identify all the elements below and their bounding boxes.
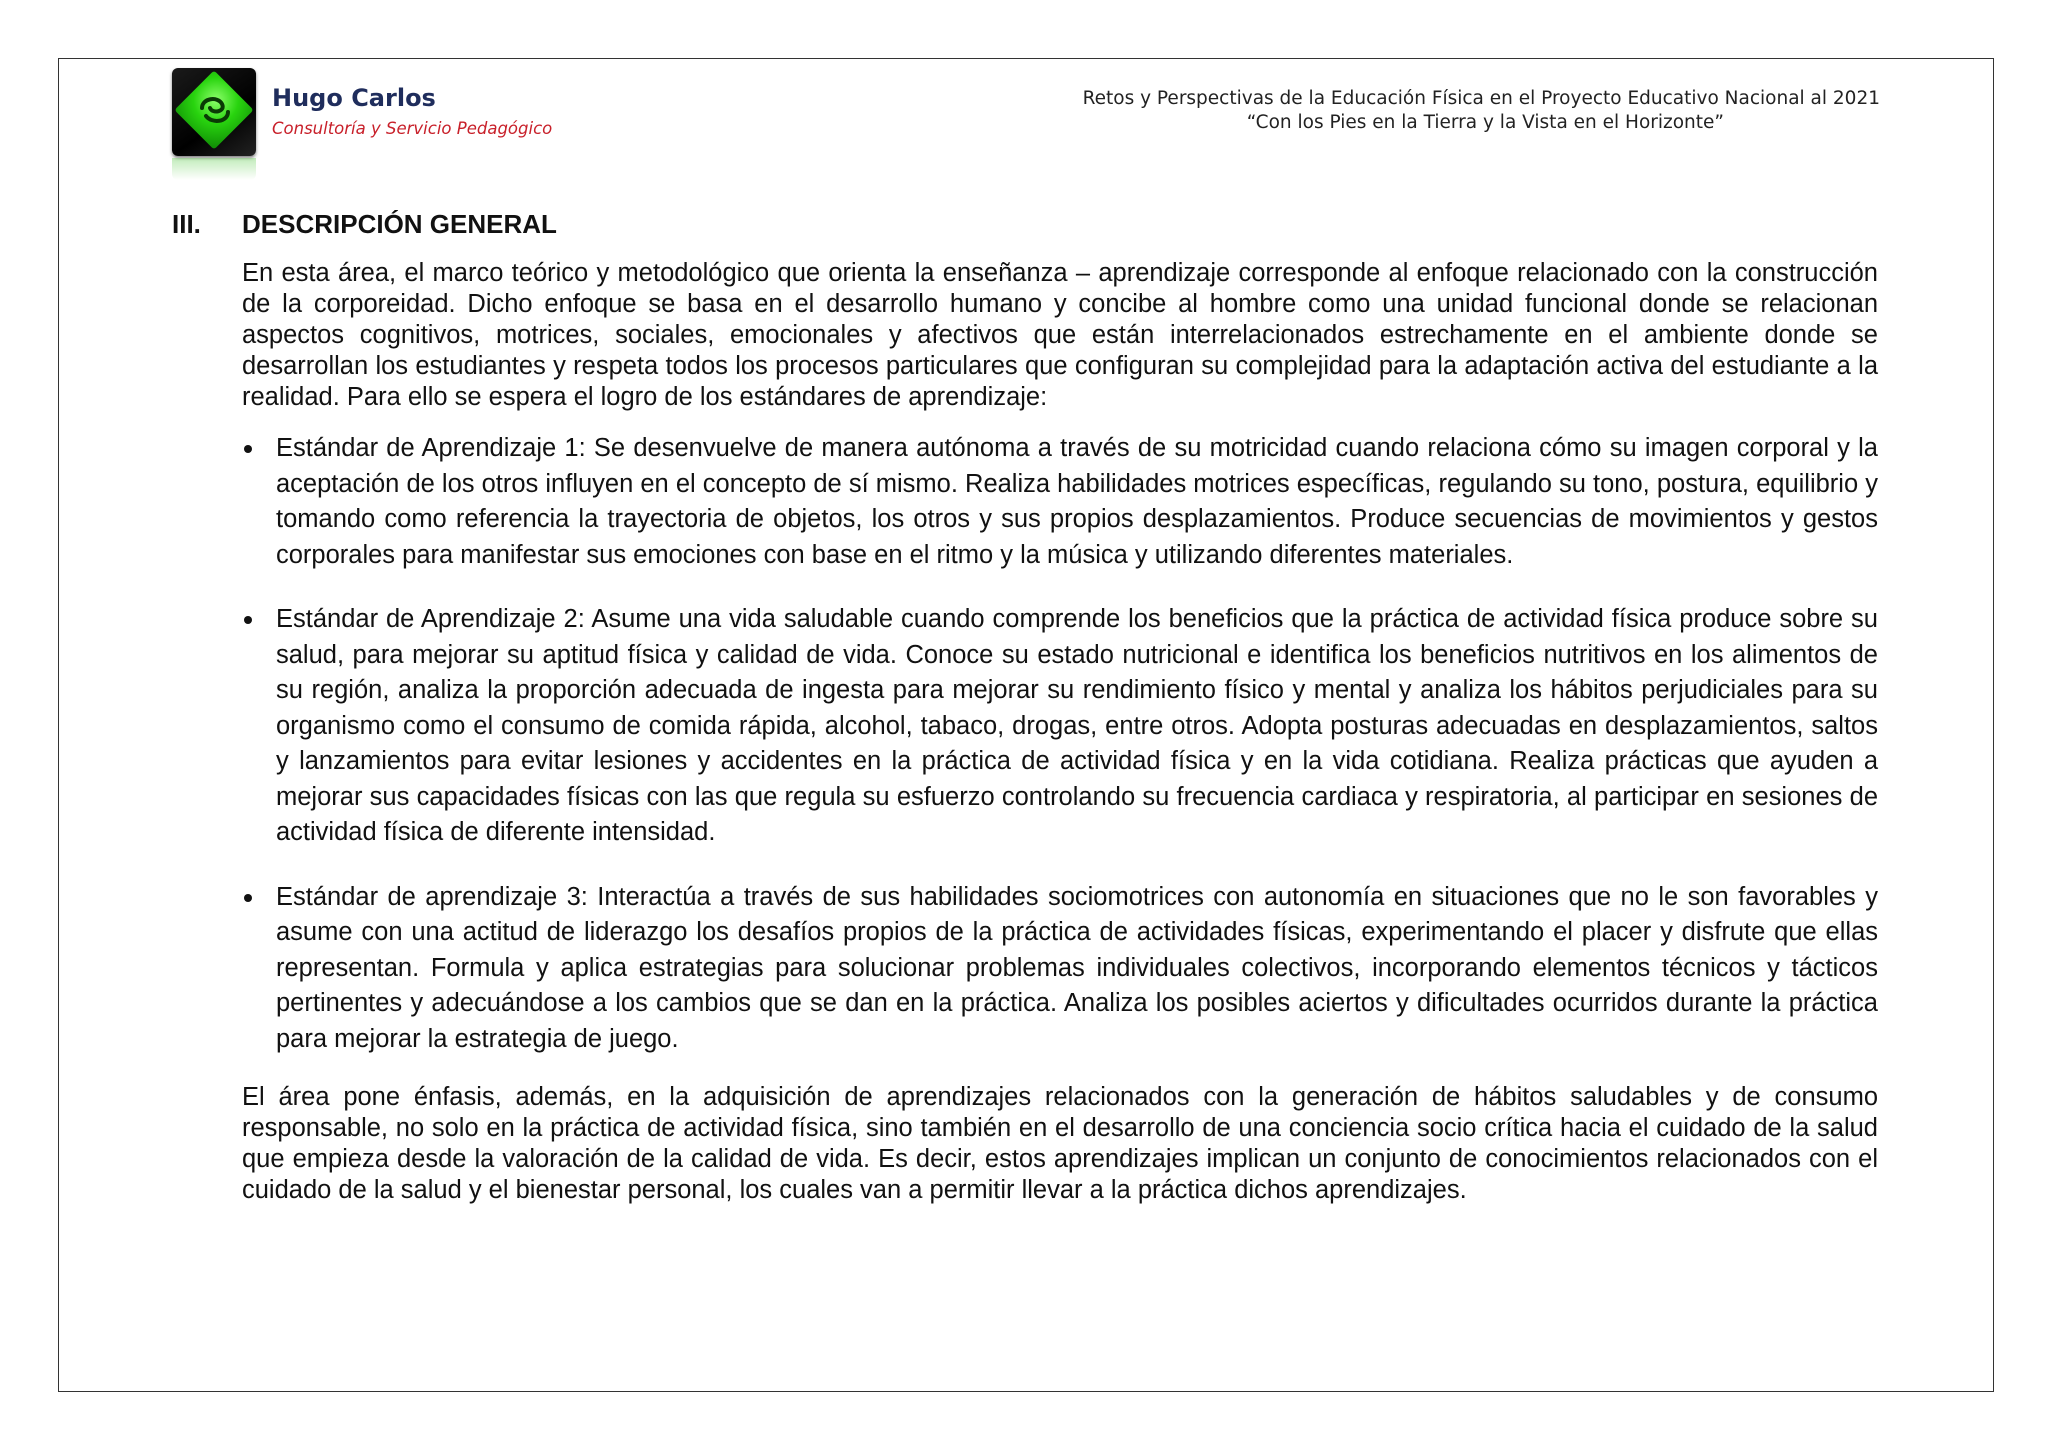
logo-reflection <box>172 158 256 180</box>
section-number: III. <box>172 209 201 239</box>
standard-text: Estándar de aprendizaje 3: Interactúa a través de sus habilidades sociomotrices con autonomía en situaciones que no le son favorables y asume con una actitud de liderazgo los desafíos propios de la práctica de actividades físicas, experimentando el placer y disfrute que ellas representan. Formula y aplica estrategias para solucionar problemas individuales colectivos, incorporando elementos técnicos y tácticos pertinentes y adecuándose a los cambios que se dan en la práctica. Analiza los posibles aciertos y dificultades ocurridos durante la práctica para mejorar la estrategia de juego. <box>276 882 1878 1053</box>
document-header <box>980 87 1880 135</box>
list-item <box>242 431 1878 573</box>
document-title: Retos y Perspectivas de la Educación Física en el Proyecto Educativo Nacional al 2021 <box>1082 88 1880 109</box>
bullet-icon <box>244 445 252 453</box>
standard-text: Estándar de Aprendizaje 1: Se desenvuelve de manera autónoma a través de su motricidad cuando relaciona cómo su imagen corporal y la aceptación de los otros influyen en el concepto de sí mismo. Realiza habilidades motrices específicas, regulando su tono, postura, equilibrio y tomando como referencia la trayectoria de objetos, los otros y sus propios desplazamientos. Produce secuencias de movimientos y gestos corporales para manifestar sus emociones con base en el ritmo y la música y utilizando diferentes materiales. <box>276 434 1878 569</box>
document-motto: “Con los Pies en la Tierra y la Vista en el Horizonte” <box>1246 112 1724 133</box>
swirl-glyph-icon <box>172 68 256 152</box>
bullet-icon <box>244 894 252 902</box>
list-item <box>242 880 1878 1058</box>
standard-text: Estándar de Aprendizaje 2: Asume una vida saludable cuando comprende los beneficios que la práctica de actividad física produce sobre su salud, para mejorar su aptitud física y calidad de vida. Conoce su estado nutricional e identifica los beneficios nutritivos en los alimentos de su región, analiza la proporción adecuada de ingesta para mejorar su rendimiento físico y mental y analiza los hábitos perjudiciales para su organismo como el consumo de comida rápida, alcohol, tabaco, drogas, entre otros. Adopta posturas adecuadas en desplazamientos, saltos y lanzamientos para evitar lesiones y accidentes en la práctica de actividad física y en la vida cotidiana. Realiza prácticas que ayuden a mejorar sus capacidades físicas con las que regula su esfuerzo controlando su frecuencia cardiaca y respiratoria, al participar en sesiones de actividad física de diferente intensidad. <box>276 605 1878 846</box>
bullet-icon <box>244 616 252 624</box>
closing-paragraph: El área pone énfasis, además, en la adquisición de aprendizajes relacionados con la generación de hábitos saludables y de consumo responsable, no solo en la práctica de actividad física, sino también en el desarrollo de una conciencia socio crítica hacia el cuidado de la salud que empieza desde la valoración de la calidad de vida. Es decir, estos aprendizajes implican un conjunto de conocimientos relacionados con el cuidado de la salud y el bienestar personal, los cuales van a permitir llevar a la práctica dichos aprendizajes. <box>242 1083 1878 1204</box>
intro-paragraph: En esta área, el marco teórico y metodológico que orienta la enseñanza – aprendizaje corresponde al enfoque relacionado con la construcción de la corporeidad. Dicho enfoque se basa en el desarrollo humano y concibe al hombre como una unidad funcional donde se relacionan aspectos cognitivos, motrices, sociales, emocionales y afectivos que están interrelacionados estrechamente en el ambiente donde se desarrollan los estudiantes y respeta todos los procesos particulares que configuran su complejidad para la adaptación activa del estudiante a la realidad. Para ello se espera el logro de los estándares de aprendizaje: <box>242 259 1878 411</box>
company-logo <box>172 68 256 156</box>
brand-name: Hugo Carlos <box>272 84 436 112</box>
list-item <box>242 602 1878 851</box>
brand-subtitle: Consultoría y Servicio Pedagógico <box>272 119 553 138</box>
standards-list <box>242 431 1878 1086</box>
section-title: DESCRIPCIÓN GENERAL <box>242 209 557 239</box>
